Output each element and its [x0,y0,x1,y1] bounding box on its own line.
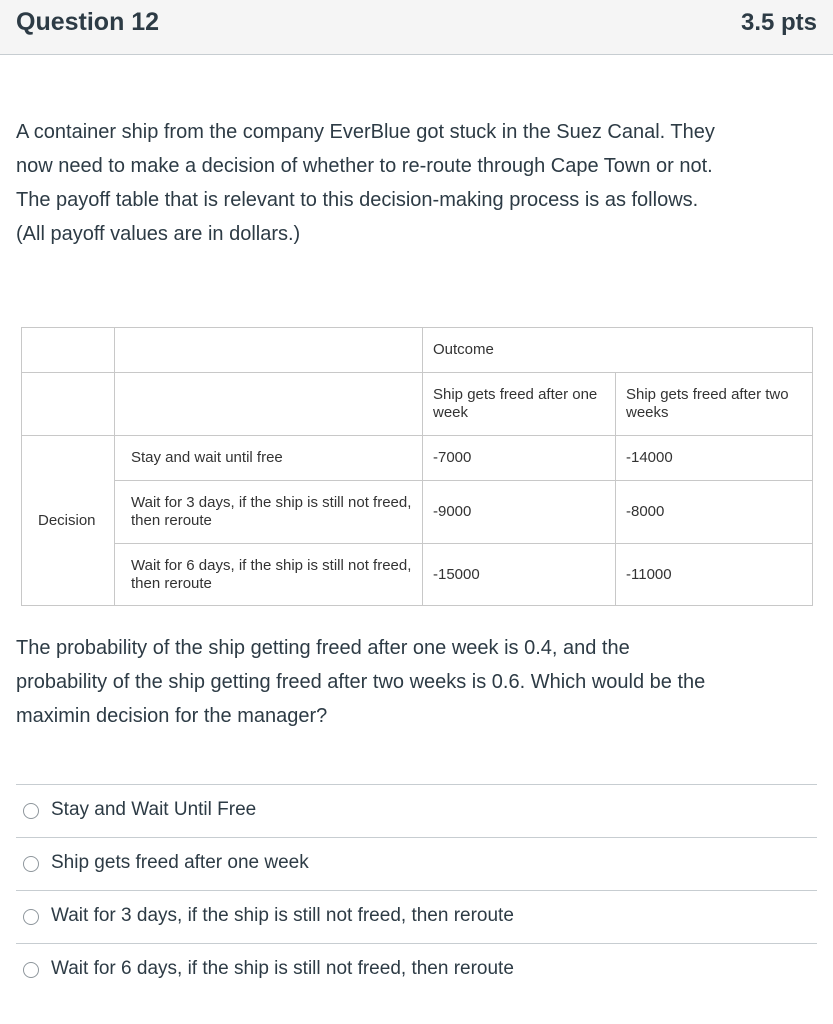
payoff-value: -11000 [616,544,813,606]
answer-list [16,784,817,997]
radio-button[interactable] [23,856,39,872]
answer-option[interactable] [16,944,817,997]
table-row [22,373,813,436]
table-row [22,328,813,373]
intro-line: The payoff table that is relevant to this decision-making process is as follows. [16,189,699,211]
followup-line: maximin decision for the manager? [16,705,328,727]
answer-option[interactable] [16,891,817,944]
decision-label: Decision [22,436,115,606]
intro-line: (All payoff values are in dollars.) [16,223,301,245]
answer-label[interactable]: Ship gets freed after one week [51,852,309,873]
table-row [22,544,813,606]
table-row [22,436,813,481]
decision-option: Stay and wait until free [115,436,423,481]
payoff-value: -15000 [423,544,616,606]
payoff-table [21,327,813,606]
question-intro [16,115,816,251]
payoff-value: -9000 [423,481,616,544]
followup-line: probability of the ship getting freed after two weeks is 0.6. Which would be the [16,671,706,693]
question-title: Question 12 [16,8,160,36]
radio-button[interactable] [23,803,39,819]
payoff-value: -7000 [423,436,616,481]
outcome-two-weeks-header: Ship gets freed after two weeks [616,373,813,436]
intro-line: now need to make a decision of whether to re-route through Cape Town or not. [16,155,713,177]
outcome-one-week-header: Ship gets freed after one week [423,373,616,436]
table-cell-empty [22,373,115,436]
radio-button[interactable] [23,909,39,925]
outcome-header: Outcome [423,328,813,373]
answer-option[interactable] [16,838,817,891]
decision-option: Wait for 6 days, if the ship is still not freed, then reroute [115,544,423,606]
decision-option: Wait for 3 days, if the ship is still not freed, then reroute [115,481,423,544]
payoff-value: -14000 [616,436,813,481]
radio-button[interactable] [23,962,39,978]
question-header [0,0,833,55]
answer-label[interactable]: Stay and Wait Until Free [51,799,257,820]
followup-line: The probability of the ship getting freed after one week is 0.4, and the [16,637,630,659]
answer-option[interactable] [16,785,817,838]
question-points: 3.5 pts [740,9,817,36]
intro-line: A container ship from the company EverBlue got stuck in the Suez Canal. They [16,121,715,143]
table-cell-empty [22,328,115,373]
table-row [22,481,813,544]
table-cell-empty [115,328,423,373]
payoff-value: -8000 [616,481,813,544]
answer-label[interactable]: Wait for 6 days, if the ship is still not freed, then reroute [51,958,514,979]
table-cell-empty [115,373,423,436]
answer-label[interactable]: Wait for 3 days, if the ship is still not freed, then reroute [51,905,514,926]
question-followup [16,631,816,733]
